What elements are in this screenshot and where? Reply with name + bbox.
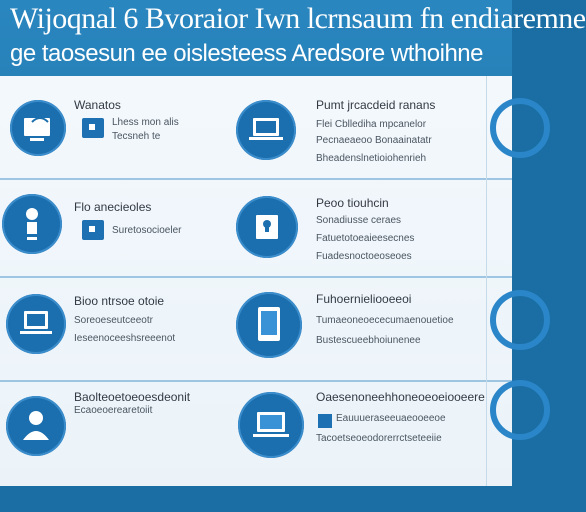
card-title: Flo anecieoles: [74, 200, 152, 214]
card-title: Bioo ntrsoe otoie: [74, 294, 165, 308]
card-text: Tumaeoneoececumaenouetioe: [316, 315, 454, 326]
card-text: Lhess mon alis: [112, 117, 179, 128]
lock-icon: [236, 196, 298, 258]
ring-icon: [490, 290, 550, 350]
laptop-icon: [238, 392, 304, 458]
card-title: Pumt jrcacdeid ranans: [316, 98, 436, 112]
card-text: Ieseenoceeshsreeenot: [74, 333, 176, 344]
card-text: Fuadesnoctoeoseoes: [316, 251, 412, 262]
user-icon: [6, 396, 66, 456]
row-divider: [0, 380, 512, 382]
card-text: Flei Cbllediha mpcanelor: [316, 119, 427, 130]
ring-icon: [490, 98, 550, 158]
card-text: Bustescueebhoiunenee: [316, 335, 421, 346]
doc-icon: [82, 220, 104, 240]
row-divider: [0, 276, 512, 278]
card-title: Peoo tiouhcin: [316, 196, 389, 210]
tablet-icon: [236, 292, 302, 358]
row-divider: [0, 178, 512, 180]
card-text: Suretosocioeler: [112, 225, 182, 236]
card-text: Tecsneh te: [112, 131, 161, 142]
card-text: Soreoeseutceeotr: [74, 315, 153, 326]
doc-icon: [82, 118, 104, 138]
card-title: Baolteoetoeoesdeonit: [74, 390, 191, 404]
card-text: Sonadiusse ceraes: [316, 215, 402, 226]
laptop-icon: [236, 100, 296, 160]
card-text: Eauuueraseeuaeooeeoe: [336, 413, 446, 424]
column-divider: [486, 76, 487, 486]
infographic-title: Wijoqnal 6 Bvoraior Iwn lcrnsaum fn endiaremne: [10, 2, 586, 35]
bottom-band: [0, 486, 512, 512]
card-title: Oaesenoneehhoneoeoeiooeere: [316, 390, 485, 404]
card-text: Fatuetotoeaieesecnes: [316, 233, 415, 244]
infographic-subtitle: ge taosesun ee oislesteess Aredsore wthoihne: [10, 40, 483, 67]
card-text: Ecaoeoerearetoiit: [74, 405, 153, 416]
card-title: Wanatos: [74, 98, 121, 112]
card-title: Fuhoernieliooeeoi: [316, 292, 412, 306]
card-text: Pecnaeaeoo Bonaainatatr: [316, 135, 432, 146]
laptop-icon: [6, 294, 66, 354]
card-text: Bheadenslnetioiohenrieh: [316, 153, 427, 164]
ring-icon: [490, 380, 550, 440]
bullet-icon: [318, 414, 332, 428]
person-icon: [2, 194, 62, 254]
monitor-icon: [10, 100, 66, 156]
card-text: Tacoetseoeodorerrctseteeiie: [316, 433, 442, 444]
